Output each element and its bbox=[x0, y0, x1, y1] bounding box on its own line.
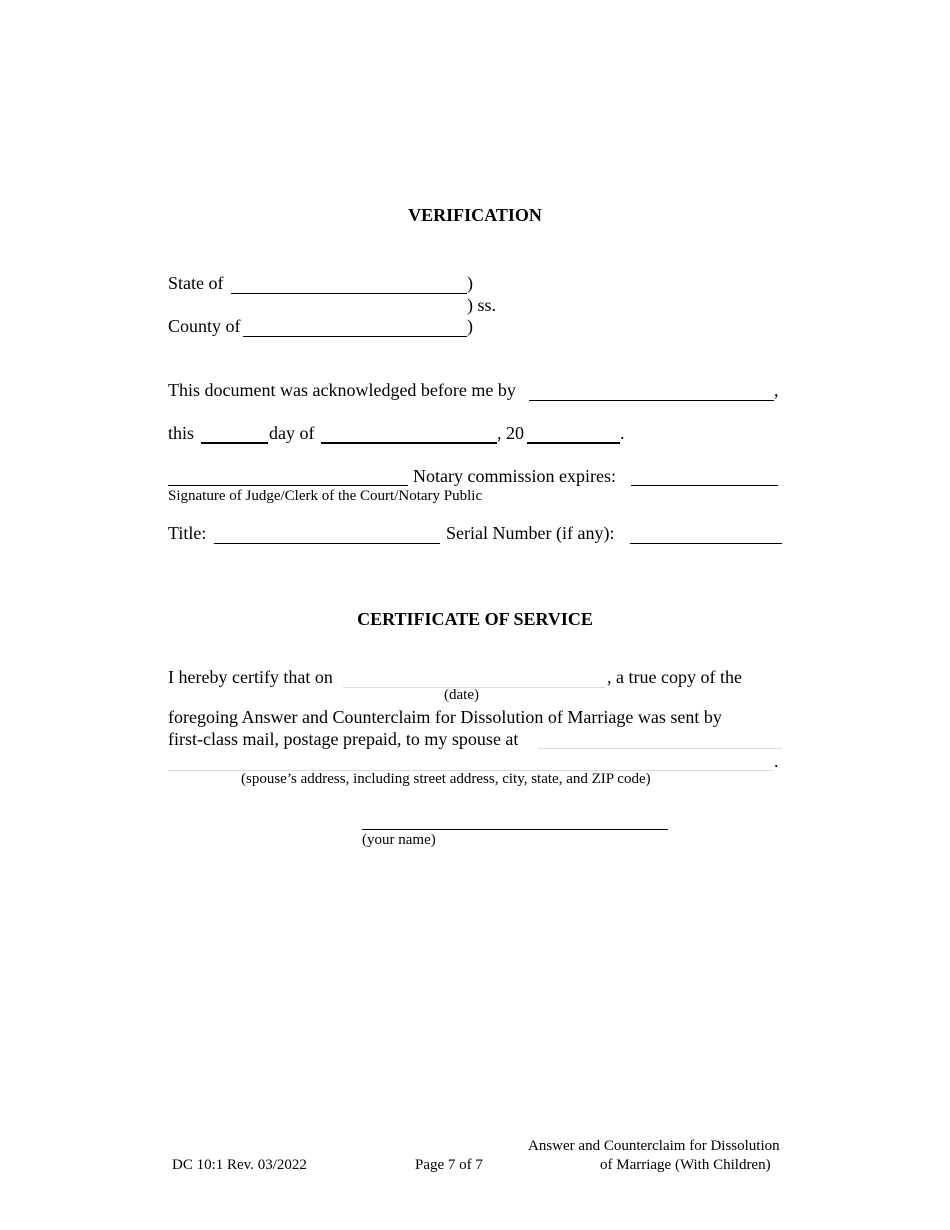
spouse-address-field-1[interactable] bbox=[538, 729, 782, 749]
date-caption: (date) bbox=[444, 687, 479, 703]
certify-text: I hereby certify that on bbox=[168, 667, 333, 687]
title-line[interactable] bbox=[214, 524, 440, 544]
state-line[interactable] bbox=[231, 274, 467, 294]
footer-title-line2: of Marriage (With Children) bbox=[600, 1157, 771, 1173]
spouse-address-field-2[interactable] bbox=[168, 751, 774, 771]
year-line[interactable] bbox=[527, 424, 620, 444]
county-paren: ) bbox=[467, 316, 473, 336]
county-line[interactable] bbox=[243, 317, 467, 337]
footer-form-id: DC 10:1 Rev. 03/2022 bbox=[172, 1157, 307, 1173]
title-label: Title: bbox=[168, 523, 207, 543]
county-label: County of bbox=[168, 316, 241, 336]
ack-comma: , bbox=[774, 380, 779, 400]
true-copy-text: , a true copy of the bbox=[607, 667, 742, 687]
this-label: this bbox=[168, 423, 195, 443]
certify-line2: foregoing Answer and Counterclaim for Dissolution of Marriage was sent by bbox=[168, 707, 722, 727]
notary-expires-line[interactable] bbox=[631, 467, 778, 486]
service-date-field[interactable] bbox=[343, 668, 605, 688]
date-period: . bbox=[620, 423, 625, 443]
state-label: State of bbox=[168, 273, 224, 293]
notary-expires-label: Notary commission expires: bbox=[413, 466, 616, 486]
ss-label: ) ss. bbox=[467, 295, 497, 315]
certify-line3: first-class mail, postage prepaid, to my spouse at bbox=[168, 729, 519, 749]
serial-line[interactable] bbox=[630, 524, 782, 544]
ack-text: This document was acknowledged before me by bbox=[168, 380, 516, 400]
signature-line[interactable] bbox=[168, 467, 408, 486]
signature-caption: Signature of Judge/Clerk of the Court/Notary Public bbox=[168, 488, 483, 504]
ack-name-line[interactable] bbox=[529, 381, 774, 401]
address-period: . bbox=[774, 751, 779, 771]
serial-label: Serial Number (if any): bbox=[446, 523, 615, 543]
certificate-heading: CERTIFICATE OF SERVICE bbox=[357, 609, 593, 629]
your-name-line[interactable] bbox=[362, 812, 668, 830]
your-name-caption: (your name) bbox=[362, 832, 436, 848]
footer-page-number: Page 7 of 7 bbox=[415, 1157, 483, 1173]
day-of-label: day of bbox=[269, 423, 315, 443]
verification-heading: VERIFICATION bbox=[408, 205, 542, 225]
footer-title-line1: Answer and Counterclaim for Dissolution bbox=[528, 1138, 780, 1154]
address-caption: (spouse’s address, including street address, city, state, and ZIP code) bbox=[241, 771, 651, 787]
comma-20: , 20 bbox=[497, 423, 524, 443]
day-line[interactable] bbox=[201, 424, 268, 444]
month-line[interactable] bbox=[321, 424, 497, 444]
state-paren: ) bbox=[467, 273, 473, 293]
